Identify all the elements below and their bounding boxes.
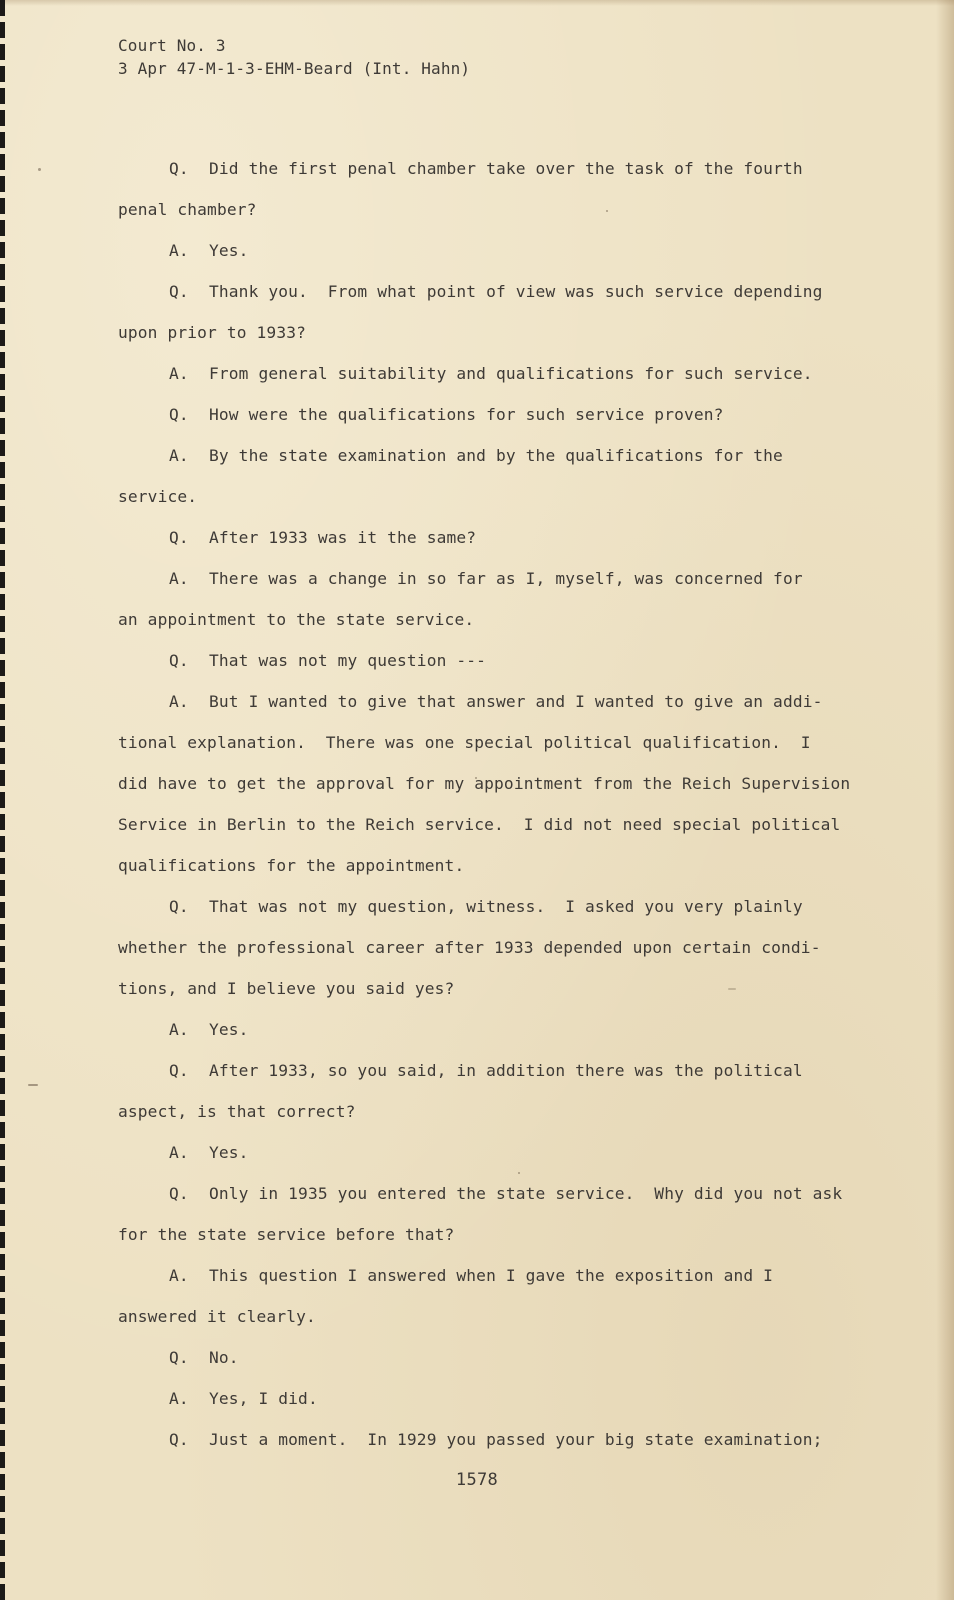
line-text: tional explanation. There was one special political qualification. I (118, 733, 811, 752)
transcript-line (118, 1385, 888, 1426)
line-text: did have to get the approval for my appointment from the Reich Supervision (118, 774, 851, 793)
page-top-shadow (0, 0, 954, 6)
speaker-label: A. (169, 1266, 189, 1285)
line-text: service. (118, 487, 198, 506)
line-text: tions, and I believe you said yes? (118, 979, 455, 998)
line-text: for the state service before that? (118, 1225, 455, 1244)
line-text: There was a change in so far as I, myself, was concerned for (209, 569, 803, 588)
speaker-label: Q. (169, 1184, 189, 1203)
line-text: By the state examination and by the qualifications for the (209, 446, 783, 465)
transcript-line (118, 1180, 888, 1221)
transcript-line (118, 770, 888, 811)
transcript-line (118, 1262, 888, 1303)
line-text: How were the qualifications for such service proven? (209, 405, 724, 424)
transcript-line (118, 688, 888, 729)
line-text: Only in 1935 you entered the state service. Why did you not ask (209, 1184, 843, 1203)
transcript-line (118, 278, 888, 319)
transcript-line (118, 319, 888, 360)
line-text: That was not my question --- (209, 651, 487, 670)
line-text: After 1933 was it the same? (209, 528, 477, 547)
transcript-line (118, 729, 888, 770)
transcript-reference: 3 Apr 47-M-1-3-EHM-Beard (Int. Hahn) (118, 59, 471, 78)
speaker-label: A. (169, 1143, 189, 1162)
line-text: Yes. (209, 241, 249, 260)
line-text: Thank you. From what point of view was such service depending (209, 282, 823, 301)
transcript-line (118, 401, 888, 442)
line-text: After 1933, so you said, in addition there was the political (209, 1061, 803, 1080)
speaker-label: A. (169, 241, 189, 260)
transcript-line (118, 442, 888, 483)
line-text: Yes. (209, 1020, 249, 1039)
transcript-line (118, 852, 888, 893)
transcript-line (118, 647, 888, 688)
transcript-line (118, 483, 888, 524)
speaker-label: A. (169, 1389, 189, 1408)
line-text: an appointment to the state service. (118, 610, 475, 629)
transcript-line (118, 975, 888, 1016)
speaker-label: Q. (169, 405, 189, 424)
speaker-label: Q. (169, 1061, 189, 1080)
line-text: Yes, I did. (209, 1389, 318, 1408)
speaker-label: A. (169, 692, 189, 711)
line-text: upon prior to 1933? (118, 323, 307, 342)
line-text: answered it clearly. (118, 1307, 316, 1326)
transcript-line (118, 1426, 888, 1467)
transcript-line (118, 1016, 888, 1057)
speaker-label: Q. (169, 1348, 189, 1367)
transcript-line (118, 1221, 888, 1262)
speaker-label: Q. (169, 897, 189, 916)
transcript-line (118, 606, 888, 647)
page-number: 1578 (455, 1470, 499, 1490)
transcript-line (118, 565, 888, 606)
line-text: whether the professional career after 1933 depended upon certain condi- (118, 938, 821, 957)
line-text: But I wanted to give that answer and I wanted to give an addi- (209, 692, 823, 711)
speaker-label: A. (169, 569, 189, 588)
line-text: This question I answered when I gave the exposition and I (209, 1266, 774, 1285)
paper-speck (28, 1084, 38, 1086)
line-text: No. (209, 1348, 239, 1367)
transcript-line (118, 524, 888, 565)
speaker-label: Q. (169, 282, 189, 301)
transcript-line (118, 1098, 888, 1139)
line-text: penal chamber? (118, 200, 257, 219)
page-right-edge-shadow (936, 0, 954, 1600)
paper-speck (38, 168, 41, 171)
document-header (118, 34, 470, 80)
speaker-label: Q. (169, 651, 189, 670)
transcript-body (118, 155, 888, 1467)
speaker-label: Q. (169, 1430, 189, 1449)
court-number: Court No. 3 (118, 36, 226, 55)
transcript-line (118, 196, 888, 237)
speaker-label: Q. (169, 528, 189, 547)
line-text: aspect, is that correct? (118, 1102, 356, 1121)
speaker-label: A. (169, 1020, 189, 1039)
transcript-line (118, 1139, 888, 1180)
line-text: Just a moment. In 1929 you passed your big state examination; (209, 1430, 823, 1449)
line-text: From general suitability and qualifications for such service. (209, 364, 813, 383)
line-text: Service in Berlin to the Reich service. I did not need special political (118, 815, 841, 834)
speaker-label: A. (169, 446, 189, 465)
transcript-line (118, 237, 888, 278)
speaker-label: A. (169, 364, 189, 383)
speaker-label: Q. (169, 159, 189, 178)
transcript-line (118, 1057, 888, 1098)
transcript-line (118, 934, 888, 975)
line-text: Yes. (209, 1143, 249, 1162)
line-text: Did the first penal chamber take over the task of the fourth (209, 159, 803, 178)
transcript-line (118, 360, 888, 401)
line-text: qualifications for the appointment. (118, 856, 465, 875)
line-text: That was not my question, witness. I asked you very plainly (209, 897, 803, 916)
transcript-line (118, 1303, 888, 1344)
transcript-line (118, 893, 888, 934)
transcript-line (118, 155, 888, 196)
transcript-line (118, 1344, 888, 1385)
transcript-line (118, 811, 888, 852)
binding-edge (0, 0, 5, 1600)
